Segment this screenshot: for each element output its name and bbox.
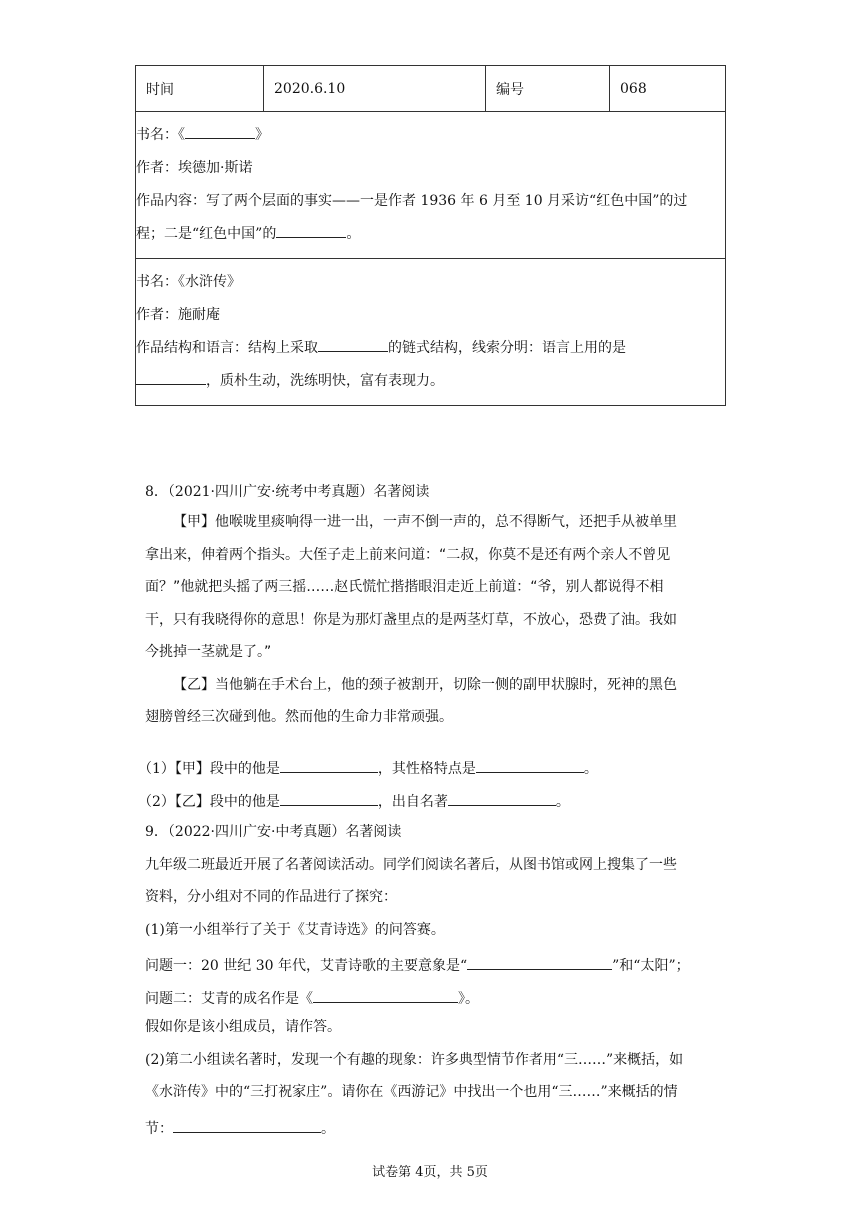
q9-assume: 假如你是该小组成员，请作答。: [145, 1019, 341, 1035]
book2-row: [136, 259, 726, 406]
q9-part2-line3: 节： 。: [145, 1114, 335, 1138]
q8-jia-line: 拿出来，伸着两个指头。大侄子走上前来问道：“二叔，你莫不是还有两个亲人不曾见: [145, 546, 671, 563]
q8-jia-line: 干，只有我晓得你的意思！你是为那灯盏里点的是两茎灯草，不放心，恐费了油。我如: [145, 611, 677, 628]
q8-jia-line: 面？”他就把头摇了两三摇……赵氏慌忙揩揩眼泪走近上前道：“爷，别人都说得不相: [145, 579, 664, 595]
q8-yi-line: 【乙】当他躺在手术台上，他的颈子被割开，切除一侧的副甲状腺时，死神的黑色: [173, 676, 677, 693]
table-header-row: [136, 66, 726, 112]
book1-title-blank[interactable]: [185, 120, 255, 139]
book1-content-line2: 程；二是“红色中国”的 。: [136, 218, 725, 251]
q8-jia-line: 【甲】他喉咙里痰响得一进一出，一声不倒一声的，总不得断气，还把手从被单里: [173, 514, 677, 530]
book-info-table: [135, 65, 726, 406]
q9-question1-blank[interactable]: [467, 951, 612, 970]
book1-content-blank[interactable]: [276, 219, 346, 238]
book2-structure-blank[interactable]: [318, 333, 388, 352]
q9-title: 9．（2022·四川广安·中考真题）名著阅读: [145, 824, 402, 840]
q8-sub2-blank1[interactable]: [280, 787, 378, 806]
book1-title: 书名：《 》: [136, 119, 725, 152]
time-label: 时间: [136, 66, 264, 112]
book1-content-line1: 作品内容：写了两个层面的事实——一是作者 1936 年 6 月至 10 月采访“红色中国”的过: [136, 193, 688, 209]
q9-question2: 问题二：艾青的成名作是《 》。: [145, 984, 479, 1008]
time-value: 2020.6.10: [264, 66, 486, 112]
book1-row: [136, 112, 726, 259]
book2-language-blank[interactable]: [136, 366, 206, 385]
q8-sub2-blank2[interactable]: [448, 787, 556, 806]
q9-part2-line2: 《水浒传》中的“三打祝家庄”。请你在《西游记》中找出一个也用“三……”来概括的情: [145, 1084, 678, 1100]
q8-sub2: （2）【乙】段中的他是 ，出自名著 。: [138, 787, 570, 811]
book2-structure-line2: ，质朴生动，洗练明快，富有表现力。: [136, 365, 725, 398]
q8-sub1: （1）【甲】段中的他是 ，其性格特点是 。: [138, 754, 598, 778]
book2-author: 作者：施耐庵: [136, 307, 220, 323]
q8-sub1-blank1[interactable]: [280, 754, 378, 773]
book1-author: 作者：埃德加·斯诺: [136, 160, 253, 176]
q8-sub1-blank2[interactable]: [476, 754, 584, 773]
number-label: 编号: [486, 66, 610, 112]
q9-question2-blank[interactable]: [313, 984, 458, 1003]
book2-title: 书名：《水浒传》: [136, 274, 241, 290]
page-footer: 试卷第 4页，共 5页: [372, 1165, 488, 1180]
q8-title: 8．（2021·四川广安·统考中考真题）名著阅读: [145, 484, 430, 500]
q9-intro-line1: 九年级二班最近开展了名著阅读活动。同学们阅读名著后，从图书馆或网上搜集了一些: [145, 857, 677, 873]
q9-part2-blank[interactable]: [173, 1114, 321, 1133]
q9-question1: 问题一：20 世纪 30 年代，艾青诗歌的主要意象是“ ”和“太阳”；: [145, 951, 690, 975]
number-value: 068: [610, 66, 726, 112]
q8-jia-line: 今挑掉一茎就是了。”: [145, 644, 272, 660]
q9-intro-line2: 资料，分小组对不同的作品进行了探究：: [145, 889, 397, 905]
book2-structure-line1: 作品结构和语言：结构上采取 的链式结构，线索分明：语言上用的是: [136, 332, 725, 365]
q8-passage-jia: [145, 506, 725, 734]
q9-part2-line1: (2)第二小组读名著时，发现一个有趣的现象：许多典型情节作者用“三……”来概括，如: [145, 1052, 684, 1068]
q9-part1: (1)第一小组举行了关于《艾青诗选》的问答赛。: [145, 922, 445, 938]
q8-yi-line: 翅膀曾经三次碰到他。然而他的生命力非常顽强。: [145, 709, 453, 725]
